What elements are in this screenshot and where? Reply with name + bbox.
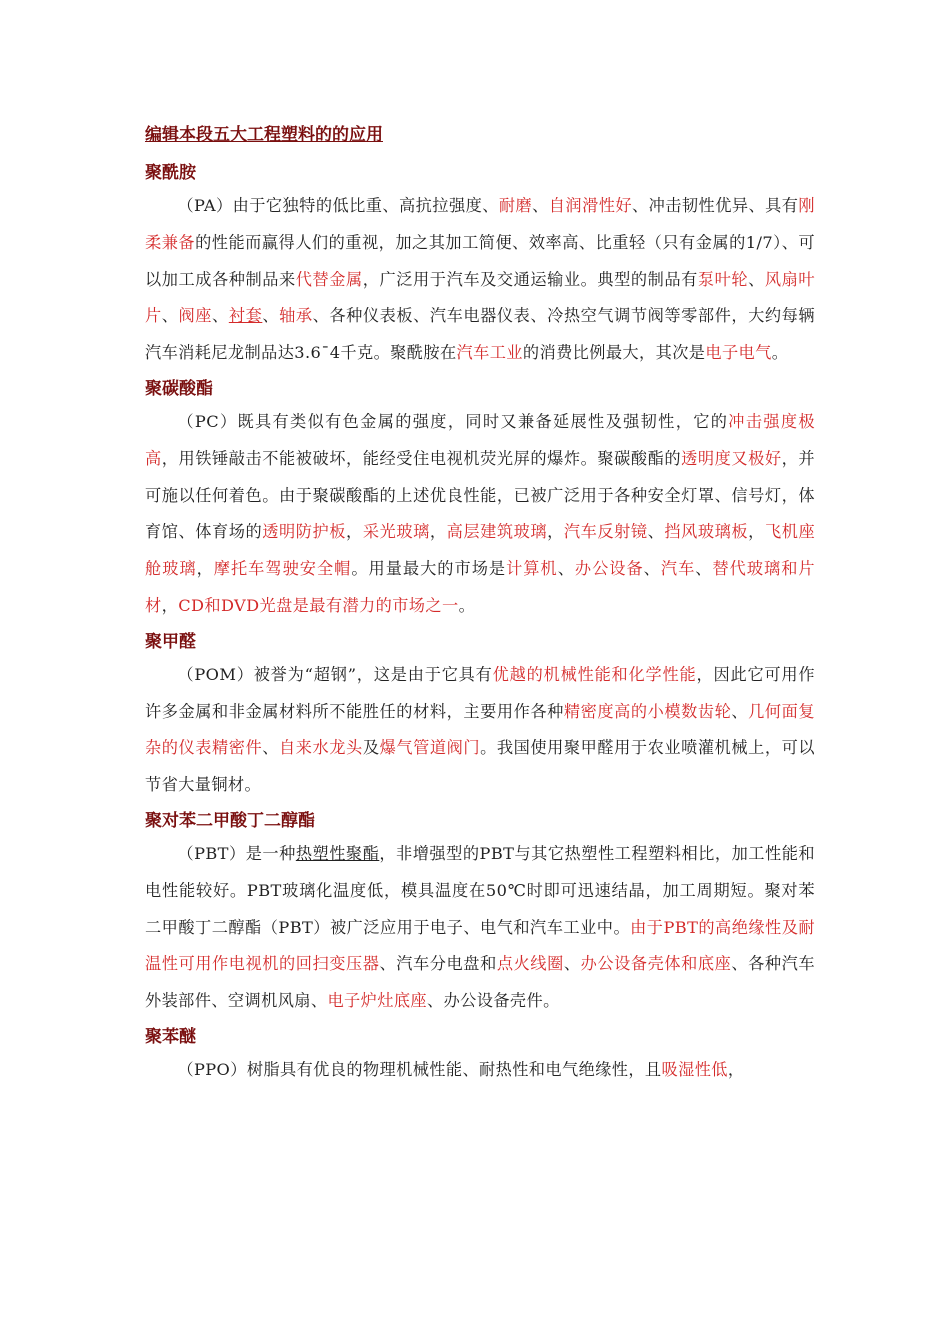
text-run: 、: [557, 559, 575, 579]
highlighted-text: 优越的机械性能和化学性能: [492, 664, 697, 684]
highlighted-text: 代替金属: [295, 269, 363, 289]
section-heading: 聚对苯二甲酸丁二醇酯: [145, 810, 315, 831]
text-run: ，: [346, 522, 363, 542]
highlighted-text: 轴承: [279, 306, 313, 326]
text-run: （PPO）树脂具有优良的物理机械性能、耐热性和电气绝缘性，且: [177, 1059, 662, 1079]
text-run: 、: [262, 738, 280, 758]
text-run: ，: [748, 522, 765, 542]
section-heading: 聚甲醛: [145, 631, 196, 652]
highlighted-text: 汽车工业: [456, 343, 523, 363]
text-run: ，广泛用于汽车及交通运输业。典型的制品有: [362, 269, 698, 289]
text-run: ，非增强型的PBT与其它热塑性工程塑料相比，加工性能和电性能较好。PBT玻璃化温度低，模具温度在50℃时即可迅速结晶，加工周期短。聚对苯二甲酸丁二醇酯（PBT）被广泛应用于电子、电气和汽车工业中。: [145, 843, 815, 937]
highlighted-text: 计算机: [506, 559, 558, 579]
text-run: （PA）由于它独特的低比重、高抗拉强度、: [177, 196, 499, 215]
text-run: 、冲击韧性优异、具有: [632, 196, 799, 215]
section-heading: 聚碳酸酯: [145, 378, 213, 399]
text-run: 及: [362, 738, 380, 758]
highlighted-text: 高层建筑玻璃: [446, 522, 548, 542]
section-paragraph: [145, 188, 815, 372]
highlighted-text: 耐磨: [498, 196, 533, 215]
text-run: 、: [647, 522, 665, 542]
highlighted-text: 摩托车驾驶安全帽: [213, 559, 352, 579]
highlighted-text: 泵叶轮: [697, 269, 749, 289]
highlighted-text: 透明防护板: [262, 522, 347, 542]
text-run: 、: [731, 701, 749, 721]
highlighted-text: 办公设备壳体和底座: [580, 954, 732, 974]
highlighted-text: 点火线圈: [496, 954, 564, 974]
highlighted-text: 采光玻璃: [362, 522, 430, 542]
highlighted-text: 替代玻璃和片材: [145, 559, 816, 615]
text-run: 的性能而赢得人们的重视，加之其加工简便、效率高、比重轻（只有金属的1/7）、可以加工成各种制品来: [145, 232, 815, 289]
text-run: 。用量最大的市场是: [351, 559, 507, 579]
section-heading: 聚苯醚: [145, 1026, 196, 1047]
highlighted-text: 阀座: [178, 306, 213, 326]
text-run: 、各种仪表板、汽车电器仪表、冷热空气调节阀等零部件，大约每辆汽车消耗尼龙制品达3.6¯4千克。聚酰胺在: [145, 306, 816, 363]
text-run: 、: [563, 954, 581, 974]
text-run: ，: [429, 522, 447, 542]
highlighted-text: 自润滑性好: [548, 196, 632, 215]
text-run: 、: [643, 559, 661, 579]
highlighted-text: 吸湿性低: [661, 1059, 728, 1079]
highlighted-text: 办公设备: [574, 559, 644, 579]
highlighted-text: 电子炉灶底座: [327, 991, 427, 1011]
highlighted-text: 精密度高的小模数齿轮: [563, 701, 732, 721]
text-run: 。: [771, 343, 789, 363]
highlighted-text: 透明度又极好: [681, 448, 782, 468]
highlighted-text: 挡风玻璃板: [664, 522, 749, 542]
text-run: 、办公设备壳件。: [427, 991, 560, 1011]
highlighted-text: CD和DVD光盘是最有潜力的市场之一: [178, 595, 459, 615]
text-run: ，用铁锤敲击不能被破坏，能经受住电视机荧光屏的爆炸。聚碳酸酯的: [161, 448, 682, 468]
page-title: 编辑本段五大工程塑料的的应用: [145, 125, 383, 145]
text-run: 、: [161, 306, 179, 326]
text-run: （POM）被誉为“超钢”，这是由于它具有: [177, 664, 493, 684]
text-run: ，因此它可用作许多金属和非金属材料所不能胜任的材料，主要用作各种: [145, 664, 815, 721]
text-run: 、: [748, 269, 765, 289]
text-run: 、各种汽车外装部件、空调机风扇、: [145, 954, 815, 1011]
text-run: ，并可施以任何着色。由于聚碳酸酯的上述优良性能，已被广泛用于各种安全灯罩、信号灯，体育馆、体育场的: [145, 448, 815, 542]
text-run: 、汽车分电盘和: [379, 954, 497, 974]
section-paragraph: [145, 836, 815, 1020]
section-paragraph: [145, 404, 815, 625]
highlighted-text: 飞机座舱玻璃: [145, 522, 816, 579]
highlighted-text: 电子电气: [705, 343, 772, 363]
text-run: 、: [262, 306, 280, 326]
highlighted-text: 几何面复杂的仪表精密件: [145, 701, 816, 758]
highlighted-text: 冲击强度极高: [145, 411, 816, 468]
text-run: ，: [547, 522, 564, 542]
highlighted-text: 自来水龙头: [279, 738, 363, 758]
text-run: ，: [196, 559, 214, 579]
section-paragraph: [145, 1052, 815, 1089]
highlighted-text: 汽车反射镜: [563, 522, 648, 542]
highlighted-text: 爆气管道阀门: [379, 738, 481, 758]
section-heading: 聚酰胺: [145, 163, 196, 183]
text-run: 的消费比例最大，其次是: [522, 343, 706, 363]
text-run: 、: [212, 306, 229, 326]
text-run: （PC）既具有类似有色金属的强度，同时又兼备延展性及强韧性，它的: [177, 411, 729, 431]
text-run: ，: [161, 595, 179, 615]
highlighted-text: 刚柔兼备: [145, 196, 815, 252]
text-run: 。: [458, 595, 476, 615]
highlighted-text: 风扇叶片: [145, 269, 816, 326]
text-run: 、: [532, 196, 549, 215]
underlined-text: 热塑性聚酯: [295, 843, 380, 863]
highlighted-text: 汽车: [660, 559, 696, 579]
section-paragraph: [145, 657, 815, 804]
text-run: ，: [727, 1059, 745, 1079]
document-content: [145, 122, 815, 1091]
text-run: 。我国使用聚甲醛用于农业喷灌机械上，可以节省大量铜材。: [145, 738, 816, 795]
highlighted-text: 由于PBT的高绝缘性及耐温性可用作电视机的回扫变压器: [145, 917, 815, 974]
text-run: （PBT）是一种: [177, 843, 296, 863]
highlighted-text: 衬套: [228, 306, 263, 326]
text-run: 、: [695, 559, 713, 579]
